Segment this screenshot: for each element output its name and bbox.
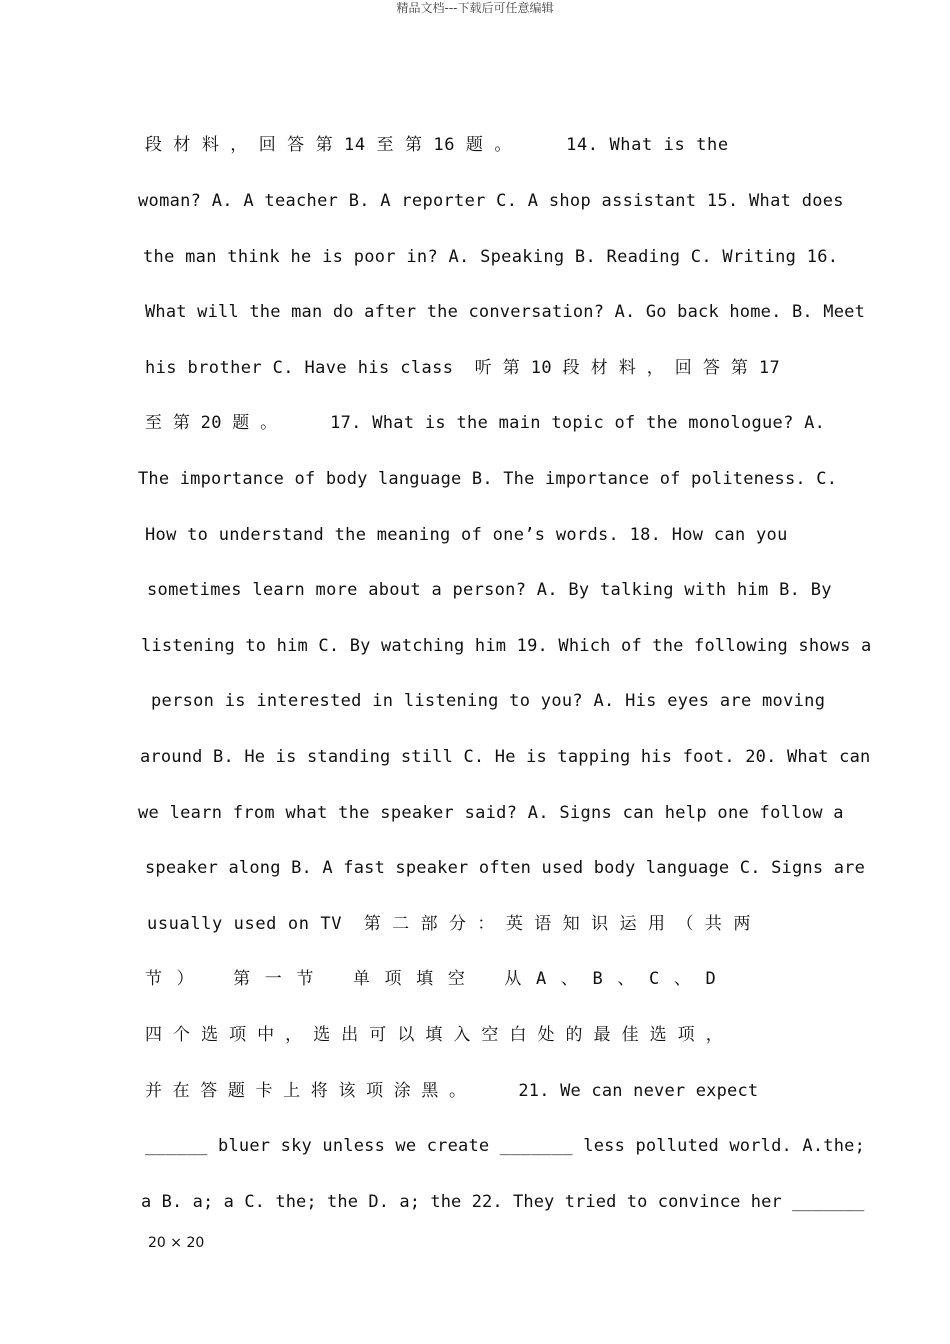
- body-line: woman? A. A teacher B. A reporter C. A shop assistant 15. What does: [138, 191, 844, 211]
- page-header: 精品文档---下载后可任意编辑: [396, 1, 554, 15]
- body-line: person is interested in listening to you? A. His eyes are moving: [151, 691, 826, 711]
- body-line: around B. He is standing still C. He is tapping his foot. 20. What can: [140, 747, 871, 767]
- body-line: How to understand the meaning of one’s words. 18. How can you: [145, 525, 788, 545]
- body-line: 至 第 20 题 。 17. What is the main topic of the monologue? A.: [145, 413, 826, 433]
- body-line: listening to him C. By watching him 19. Which of the following shows a: [141, 636, 872, 656]
- body-line: usually used on TV 第 二 部 分 ： 英 语 知 识 运 用 （ 共 两: [147, 914, 751, 934]
- body-line: ______ bluer sky unless we create _______ less polluted world. A.the;: [145, 1136, 866, 1156]
- body-line: sometimes learn more about a person? A. By talking with him B. By: [147, 580, 832, 600]
- body-line: 四 个 选 项 中 ， 选 出 可 以 填 入 空 白 处 的 最 佳 选 项 ，: [145, 1025, 724, 1045]
- body-line: a B. a; a C. the; the D. a; the 22. They tried to convince her _______: [141, 1192, 865, 1212]
- body-line: 并 在 答 题 卡 上 将 该 项 涂 黑 。 21. We can never expect: [145, 1081, 759, 1101]
- body-line: his brother C. Have his class 听 第 10 段 材 料 ， 回 答 第 17: [145, 358, 781, 378]
- body-line: The importance of body language B. The importance of politeness. C.: [138, 469, 838, 489]
- body-line: speaker along B. A fast speaker often used body language C. Signs are: [145, 858, 866, 878]
- body-line: we learn from what the speaker said? A. Signs can help one follow a: [138, 803, 844, 823]
- body-line: 段 材 料 ， 回 答 第 14 至 第 16 题 。 14. What is the: [145, 135, 729, 155]
- page-footer: 20 × 20: [148, 1235, 205, 1251]
- body-line: the man think he is poor in? A. Speaking B. Reading C. Writing 16.: [143, 247, 839, 267]
- body-line: 节 ） 第 一 节 单 项 填 空 从 A 、 B 、 C 、 D: [145, 969, 718, 989]
- body-line: What will the man do after the conversation? A. Go back home. B. Meet: [145, 302, 866, 322]
